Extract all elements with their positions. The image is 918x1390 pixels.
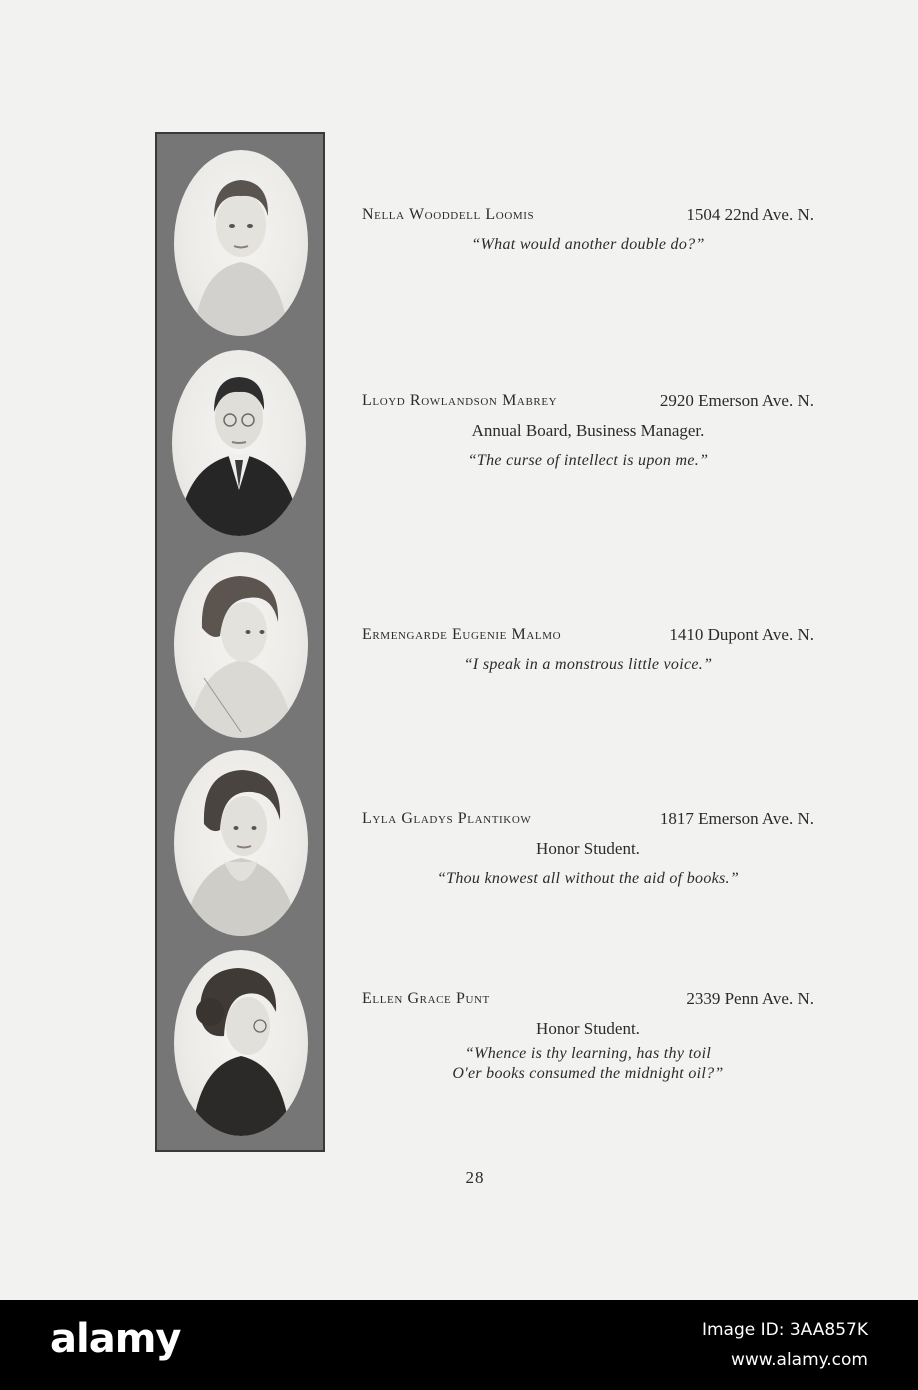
student-entry <box>362 984 814 1084</box>
student-quote: “Thou knowest all without the aid of books.” <box>436 870 740 887</box>
portrait-photo <box>174 150 308 336</box>
student-name: Lyla Gladys Plantikow <box>362 810 532 827</box>
student-activity: Honor Student. <box>536 839 640 858</box>
student-activity: Honor Student. <box>536 1019 640 1038</box>
student-activity: Annual Board, Business Manager. <box>471 421 705 440</box>
portrait-photo <box>172 350 306 536</box>
student-entry <box>362 386 814 476</box>
student-name: Lloyd Rowlandson Mabrey <box>362 392 558 409</box>
student-quote: “I speak in a monstrous little voice.” <box>463 656 713 673</box>
student-address: 1817 Emerson Ave. N. <box>659 809 814 828</box>
student-quote: “The curse of intellect is upon me.” <box>467 452 709 469</box>
student-quote-line-2: O'er books consumed the midnight oil?” <box>452 1065 724 1082</box>
portrait-strip <box>155 132 325 1152</box>
student-address: 2339 Penn Ave. N. <box>686 989 814 1008</box>
student-quote-line-1: “Whence is thy learning, has thy toil <box>464 1045 712 1062</box>
student-name: Nella Wooddell Loomis <box>362 206 535 223</box>
student-name: Ermengarde Eugenie Malmo <box>362 626 562 643</box>
student-address: 1410 Dupont Ave. N. <box>669 625 814 644</box>
student-address: 1504 22nd Ave. N. <box>686 205 814 224</box>
watermark-footer <box>0 1300 918 1390</box>
image-id: Image ID: 3AA857K <box>701 1320 868 1340</box>
student-entry <box>362 620 814 680</box>
student-address: 2920 Emerson Ave. N. <box>659 391 814 410</box>
student-quote: “What would another double do?” <box>471 236 705 253</box>
portrait-photo <box>174 950 308 1136</box>
portrait-photo <box>174 552 308 738</box>
brand-logo: alamy <box>50 1316 181 1362</box>
student-name: Ellen Grace Punt <box>362 990 490 1007</box>
site-url: www.alamy.com <box>730 1350 868 1370</box>
portrait-photo <box>174 750 308 936</box>
student-entry <box>362 804 814 894</box>
page-number: 28 <box>465 1168 485 1187</box>
student-entry <box>362 200 814 260</box>
